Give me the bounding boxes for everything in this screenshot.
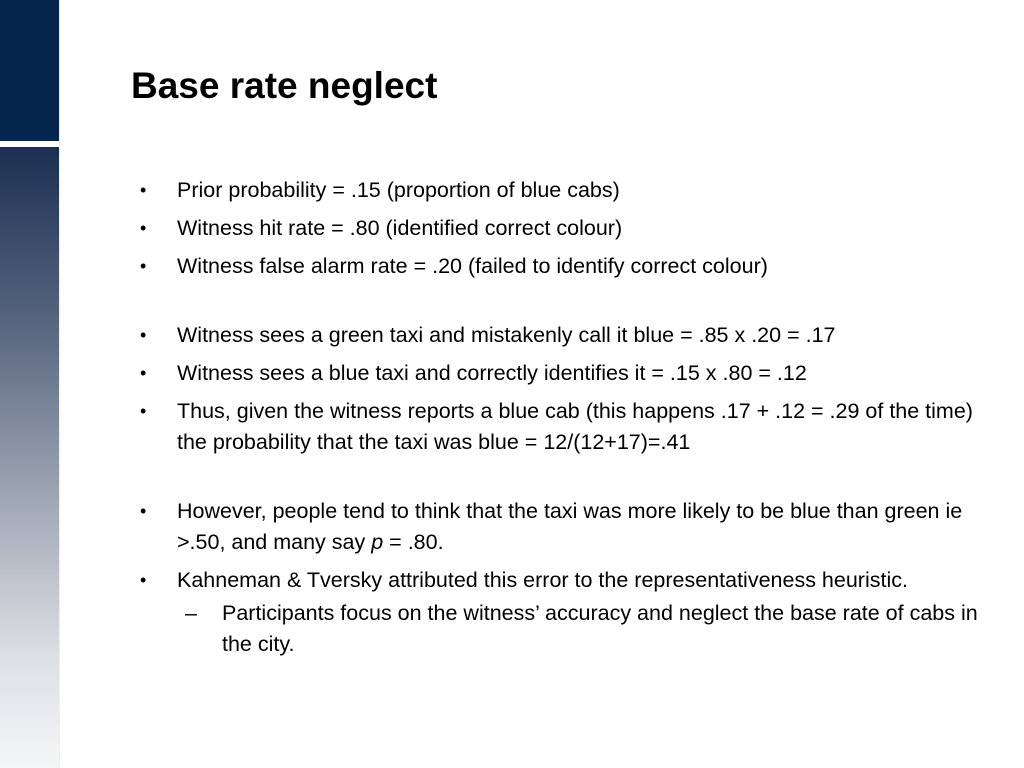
sidebar-edge-line: [59, 0, 60, 768]
bullet-text: [177, 499, 962, 554]
sub-bullet-text: Participants focus on the witness’ accuracy and neglect the base rate of cabs in the city.: [222, 601, 978, 656]
bullet-marker: •: [140, 401, 147, 421]
bullet-text: Kahneman & Tversky attributed this error to the representativeness heuristic.: [177, 568, 908, 592]
bullet-text: Witness sees a blue taxi and correctly identifies it = .15 x .80 = .12: [177, 361, 807, 385]
bullet-marker: •: [140, 570, 147, 590]
slide-title: Base rate neglect: [131, 65, 438, 106]
bullet-text: Witness sees a green taxi and mistakenly call it blue = .85 x .20 = .17: [177, 323, 836, 347]
bullet-item-green-taxi: [140, 320, 1000, 351]
bullet-text-part: However, people tend to think that the taxi was more likely to be blue than green ie >.50, and many say: [177, 499, 963, 554]
bullet-marker: •: [140, 501, 147, 521]
bullet-item-conclusion: [140, 396, 1000, 458]
bullet-marker: •: [140, 218, 147, 238]
sidebar-decoration: [0, 0, 59, 768]
bullet-item-hit-rate: [140, 213, 1000, 244]
bullet-text-part: = .80.: [383, 530, 444, 554]
bullet-text: Witness hit rate = .80 (identified correct colour): [177, 216, 623, 240]
sidebar-top-block: [0, 0, 59, 141]
bullet-item-people-tend: [140, 496, 1000, 558]
bullet-marker: •: [140, 256, 147, 276]
bullet-text: Witness false alarm rate = .20 (failed to identify correct colour): [177, 254, 768, 278]
sub-bullet-marker: –: [185, 601, 197, 625]
sub-bullet-item: [185, 598, 1000, 660]
bullet-marker: •: [140, 363, 147, 383]
bullet-item-blue-taxi: [140, 358, 1000, 389]
bullet-text: Prior probability = .15 (proportion of blue cabs): [177, 178, 620, 202]
bullet-text: Thus, given the witness reports a blue cab (this happens .17 + .12 = .29 of the time) the probability that the taxi was blue = 12/(12+17)=.41: [177, 399, 973, 454]
bullet-item-prior-probability: [140, 175, 1000, 206]
sidebar-gradient-block: [0, 147, 59, 768]
bullet-item-kahneman-tversky: [140, 565, 1000, 660]
bullet-list: [140, 175, 1000, 667]
bullet-item-false-alarm-rate: [140, 251, 1000, 282]
bullet-text-italic: p: [371, 530, 384, 554]
bullet-marker: •: [140, 325, 147, 345]
bullet-marker: •: [140, 180, 147, 200]
